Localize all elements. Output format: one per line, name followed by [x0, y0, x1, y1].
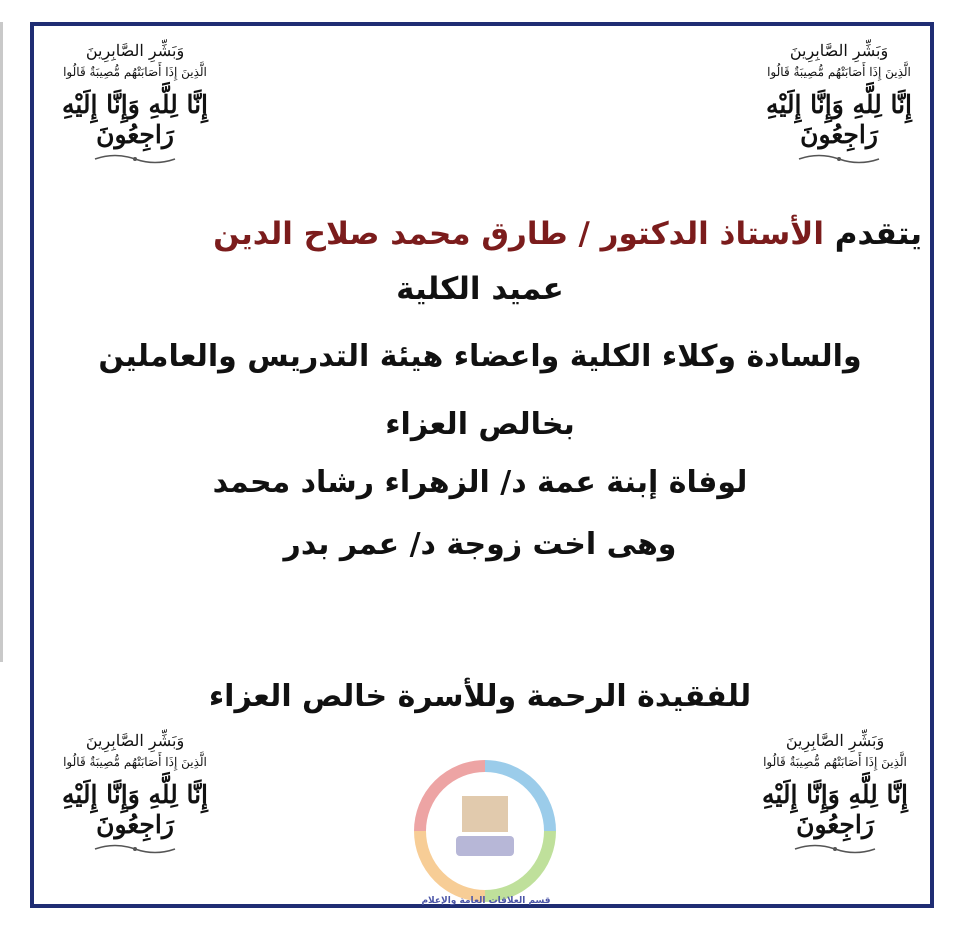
dean-name: الأستاذ الدكتور / طارق محمد صلاح الدين — [213, 216, 824, 252]
relation-line: وهى اخت زوجة د/ عمر بدر — [283, 527, 677, 562]
calligraphy-verse-bottom-left — [40, 730, 230, 870]
calligraphy-verse-bottom-right — [740, 730, 930, 870]
staff-line: والسادة وكلاء الكلية واعضاء هيئة التدريس والعاملين — [98, 339, 862, 374]
deceased-line: لوفاة إبنة عمة د/ الزهراء رشاد محمد — [212, 465, 748, 500]
prayer-line: للفقيدة الرحمة وللأسرة خالص العزاء — [208, 679, 752, 714]
verse-line-2: الَّذِينَ إِذَا أَصَابَتْهُم مُّصِيبَةٌ قَالُوا — [767, 65, 911, 79]
verse-line-2: الَّذِينَ إِذَا أَصَابَتْهُم مُّصِيبَةٌ قَالُوا — [63, 755, 207, 769]
heading-intro: يتقدم — [823, 216, 922, 252]
verse-line-3: إِنَّا لِلَّهِ وَإِنَّا إِلَيْهِ رَاجِعُونَ — [61, 90, 209, 149]
ornament-icon — [790, 842, 880, 856]
dean-title: عميد الكلية — [396, 271, 564, 307]
condolence-line: بخالص العزاء — [385, 407, 575, 442]
verse-line-1: وَبَشِّرِ الصَّابِرِينَ — [785, 731, 885, 750]
verse-line-2: الَّذِينَ إِذَا أَصَابَتْهُم مُّصِيبَةٌ قَالُوا — [63, 65, 207, 79]
verse-line-3: إِنَّا لِلَّهِ وَإِنَّا إِلَيْهِ رَاجِعُونَ — [61, 780, 209, 839]
verse-line-3: إِنَّا لِلَّهِ وَإِنَّا إِلَيْهِ رَاجِعُونَ — [765, 90, 913, 149]
portal-logo-icon — [400, 756, 570, 906]
verse-line-1: وَبَشِّرِ الصَّابِرِينَ — [789, 41, 889, 60]
ornament-icon — [794, 152, 884, 166]
announcement-heading — [213, 212, 922, 256]
logo-caption: قسم العلاقات العامة والإعلام — [421, 896, 551, 906]
calligraphy-verse-top-left — [40, 40, 230, 180]
verse-line-2: الَّذِينَ إِذَا أَصَابَتْهُم مُّصِيبَةٌ قَالُوا — [763, 755, 907, 769]
calligraphy-verse-top-right — [744, 40, 934, 180]
ornament-icon — [90, 152, 180, 166]
ornament-icon — [90, 842, 180, 856]
verse-line-1: وَبَشِّرِ الصَّابِرِينَ — [85, 731, 185, 750]
verse-line-3: إِنَّا لِلَّهِ وَإِنَّا إِلَيْهِ رَاجِعُونَ — [761, 780, 909, 839]
verse-line-1: وَبَشِّرِ الصَّابِرِينَ — [85, 41, 185, 60]
